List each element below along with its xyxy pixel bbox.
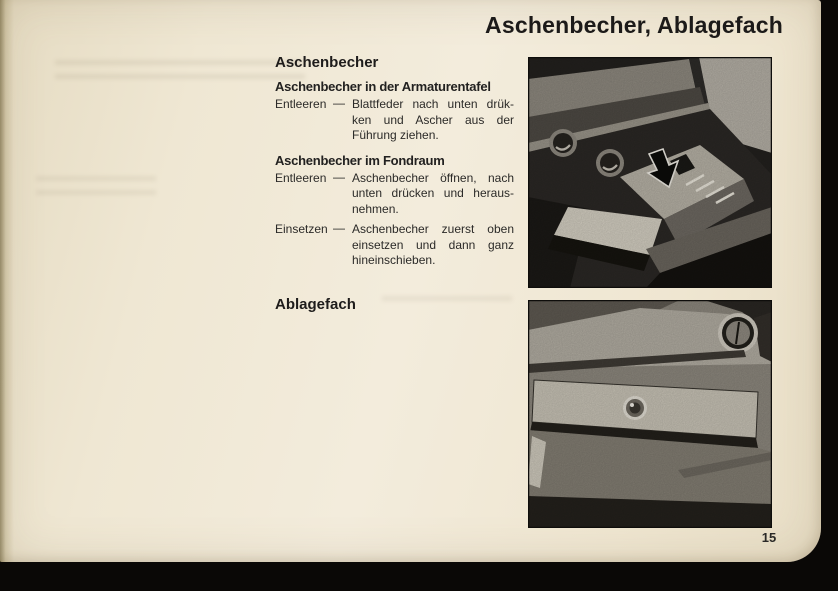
figure-glovebox (528, 300, 772, 528)
figure-dash-ashtray (528, 57, 772, 288)
subheading-dash-panel: Aschenbecher in der Armaturentafel (275, 79, 491, 94)
binding-shadow (0, 0, 14, 562)
page-title: Aschenbecher, Ablagefach (485, 12, 783, 38)
entry-text: Aschenbecher zuerst oben einsetzen und dann ganz hineinschieben. (352, 222, 514, 267)
show-through-artifact (36, 176, 156, 198)
glovebox-illustration (528, 300, 772, 528)
entry-term: Entleeren (275, 97, 327, 111)
entry-dash: — (333, 96, 345, 110)
entry-text: Blattfeder nach unten drük- ken und Ascher aus der Führung ziehen. (352, 97, 514, 142)
entry-dash: — (333, 221, 345, 235)
text-column (275, 54, 514, 269)
instruction-entry (275, 97, 514, 144)
entry-term: Entleeren (275, 170, 327, 185)
dash-ashtray-illustration (528, 57, 772, 288)
show-through-artifact (55, 60, 305, 86)
entry-term: Einsetzen (275, 222, 328, 236)
entry-text: Aschenbecher öffnen, nach unten drücken und heraus- nehmen. (352, 170, 514, 216)
subheading-rear-compartment: Aschenbecher im Fondraum (275, 152, 445, 168)
show-through-artifact (382, 296, 512, 310)
instruction-entry (275, 171, 514, 218)
section-heading-ashtray: Aschenbecher (275, 54, 379, 71)
page-number: 15 (761, 530, 777, 545)
entry-dash: — (333, 169, 345, 184)
section-heading-storage: Ablagefach (275, 296, 356, 313)
instruction-entry (275, 222, 514, 269)
